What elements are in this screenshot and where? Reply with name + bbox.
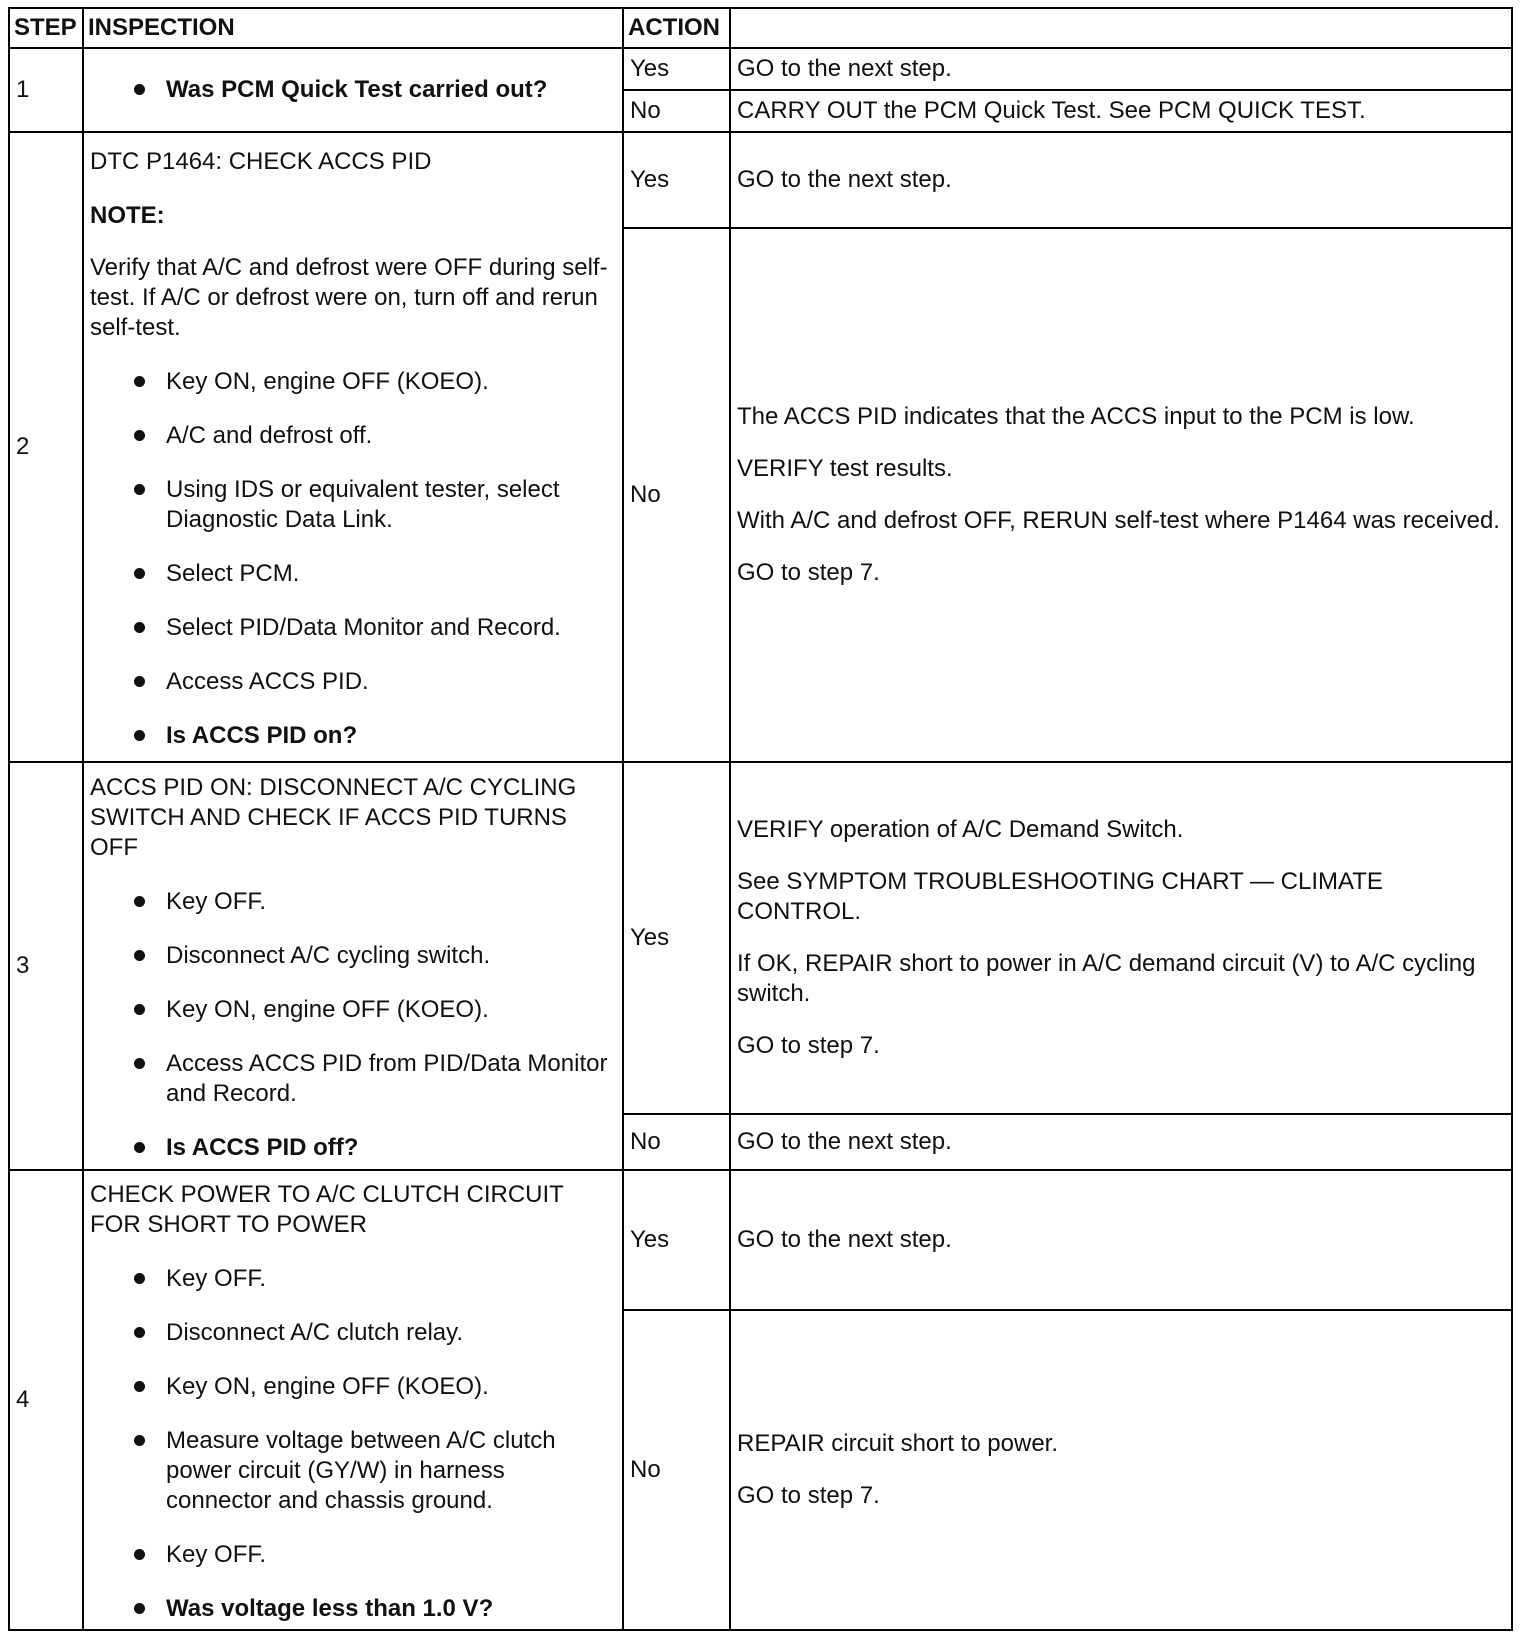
bullet-icon xyxy=(134,376,145,387)
step-4-bullet: Key ON, engine OFF (KOEO). xyxy=(90,1372,616,1402)
step-3-yes-action: VERIFY operation of A/C Demand Switch. See SYMPTOM TROUBLESHOOTING CHART — CLIMATE CONTROL. If OK, REPAIR short to power in A/C demand circuit (V) to A/C cycling switch. GO to step 7. xyxy=(730,762,1512,1114)
step-2-question: Is ACCS PID on? xyxy=(90,721,616,751)
bullet-icon xyxy=(134,84,145,95)
step-4-heading: CHECK POWER TO A/C CLUTCH CIRCUIT FOR SHORT TO POWER xyxy=(90,1181,564,1238)
step-1-bullet-list xyxy=(90,75,616,105)
step-1-question: Was PCM Quick Test carried out? xyxy=(90,75,616,105)
step-1-yes-label: Yes xyxy=(623,48,730,90)
step-1-inspection xyxy=(83,48,623,132)
step-1-yes-row xyxy=(9,48,1512,90)
step-4-question: Was voltage less than 1.0 V? xyxy=(90,1594,616,1624)
note-label: NOTE: xyxy=(90,202,165,229)
bullet-icon xyxy=(134,1435,145,1446)
bullet-icon xyxy=(134,484,145,495)
step-3-no-action: GO to the next step. xyxy=(730,1114,1512,1170)
step-4-inspection xyxy=(83,1170,623,1630)
step-2-no-label: No xyxy=(623,228,730,762)
step-2-bullet-list xyxy=(90,367,616,751)
step-4-yes-label: Yes xyxy=(623,1170,730,1310)
step-3-yes-row xyxy=(9,762,1512,1114)
bullet-icon xyxy=(134,1058,145,1069)
step-2-bullet: Key ON, engine OFF (KOEO). xyxy=(90,367,616,397)
bullet-icon xyxy=(134,568,145,579)
step-3-yes-label: Yes xyxy=(623,762,730,1114)
step-3-bullet: Key ON, engine OFF (KOEO). xyxy=(90,995,616,1025)
bullet-icon xyxy=(134,676,145,687)
bullet-icon xyxy=(134,730,145,741)
diagnostic-table xyxy=(8,7,1513,1631)
bullet-icon xyxy=(134,1381,145,1392)
bullet-icon xyxy=(134,950,145,961)
step-2-bullet: Access ACCS PID. xyxy=(90,667,616,697)
bullet-icon xyxy=(134,430,145,441)
bullet-icon xyxy=(134,1603,145,1614)
step-1-number: 1 xyxy=(9,48,83,132)
step-3-inspection xyxy=(83,762,623,1170)
header-step: STEP xyxy=(9,8,83,48)
step-3-heading: ACCS PID ON: DISCONNECT A/C CYCLING SWITCH AND CHECK IF ACCS PID TURNS OFF xyxy=(90,774,577,861)
step-1-no-label: No xyxy=(623,90,730,132)
bullet-icon xyxy=(134,1273,145,1284)
note-text: Verify that A/C and defrost were OFF during self-test. If A/C or defrost were on, turn off and rerun self-test. xyxy=(90,254,608,341)
header-action: ACTION xyxy=(623,8,730,48)
step-4-yes-action: GO to the next step. xyxy=(730,1170,1512,1310)
step-2-bullet: A/C and defrost off. xyxy=(90,421,616,451)
header-row xyxy=(9,8,1512,48)
step-4-bullet: Measure voltage between A/C clutch power circuit (GY/W) in harness connector and chassis ground. xyxy=(90,1426,616,1516)
step-3-bullet: Access ACCS PID from PID/Data Monitor and Record. xyxy=(90,1049,616,1109)
step-2-yes-row xyxy=(9,132,1512,228)
step-4-no-label: No xyxy=(623,1310,730,1630)
step-2-bullet: Select PID/Data Monitor and Record. xyxy=(90,613,616,643)
step-3-question: Is ACCS PID off? xyxy=(90,1133,616,1163)
step-2-number: 2 xyxy=(9,132,83,762)
step-2-yes-action: GO to the next step. xyxy=(730,132,1512,228)
bullet-icon xyxy=(134,1142,145,1153)
bullet-icon xyxy=(134,896,145,907)
step-4-yes-row xyxy=(9,1170,1512,1310)
step-3-bullet: Key OFF. xyxy=(90,887,616,917)
step-4-bullet-list xyxy=(90,1264,616,1624)
bullet-icon xyxy=(134,1004,145,1015)
step-2-bullet: Select PCM. xyxy=(90,559,616,589)
bullet-icon xyxy=(134,1549,145,1560)
step-3-number: 3 xyxy=(9,762,83,1170)
step-3-bullet: Disconnect A/C cycling switch. xyxy=(90,941,616,971)
step-2-yes-label: Yes xyxy=(623,132,730,228)
step-4-no-action: REPAIR circuit short to power. GO to step 7. xyxy=(730,1310,1512,1630)
step-2-no-action: The ACCS PID indicates that the ACCS input to the PCM is low. VERIFY test results. With A/C and defrost OFF, RERUN self-test where P1464 was received. GO to step 7. xyxy=(730,228,1512,762)
step-2-inspection xyxy=(83,132,623,762)
header-result xyxy=(730,8,1512,48)
step-2-heading: DTC P1464: CHECK ACCS PID xyxy=(90,148,432,175)
step-4-bullet: Key OFF. xyxy=(90,1264,616,1294)
step-3-no-label: No xyxy=(623,1114,730,1170)
bullet-icon xyxy=(134,1327,145,1338)
step-4-number: 4 xyxy=(9,1170,83,1630)
step-4-bullet: Key OFF. xyxy=(90,1540,616,1570)
step-1-no-action: CARRY OUT the PCM Quick Test. See PCM QUICK TEST. xyxy=(730,90,1512,132)
step-2-bullet: Using IDS or equivalent tester, select Diagnostic Data Link. xyxy=(90,475,616,535)
header-inspection: INSPECTION xyxy=(83,8,623,48)
step-1-yes-action: GO to the next step. xyxy=(730,48,1512,90)
step-3-bullet-list xyxy=(90,887,616,1163)
step-4-bullet: Disconnect A/C clutch relay. xyxy=(90,1318,616,1348)
bullet-icon xyxy=(134,622,145,633)
